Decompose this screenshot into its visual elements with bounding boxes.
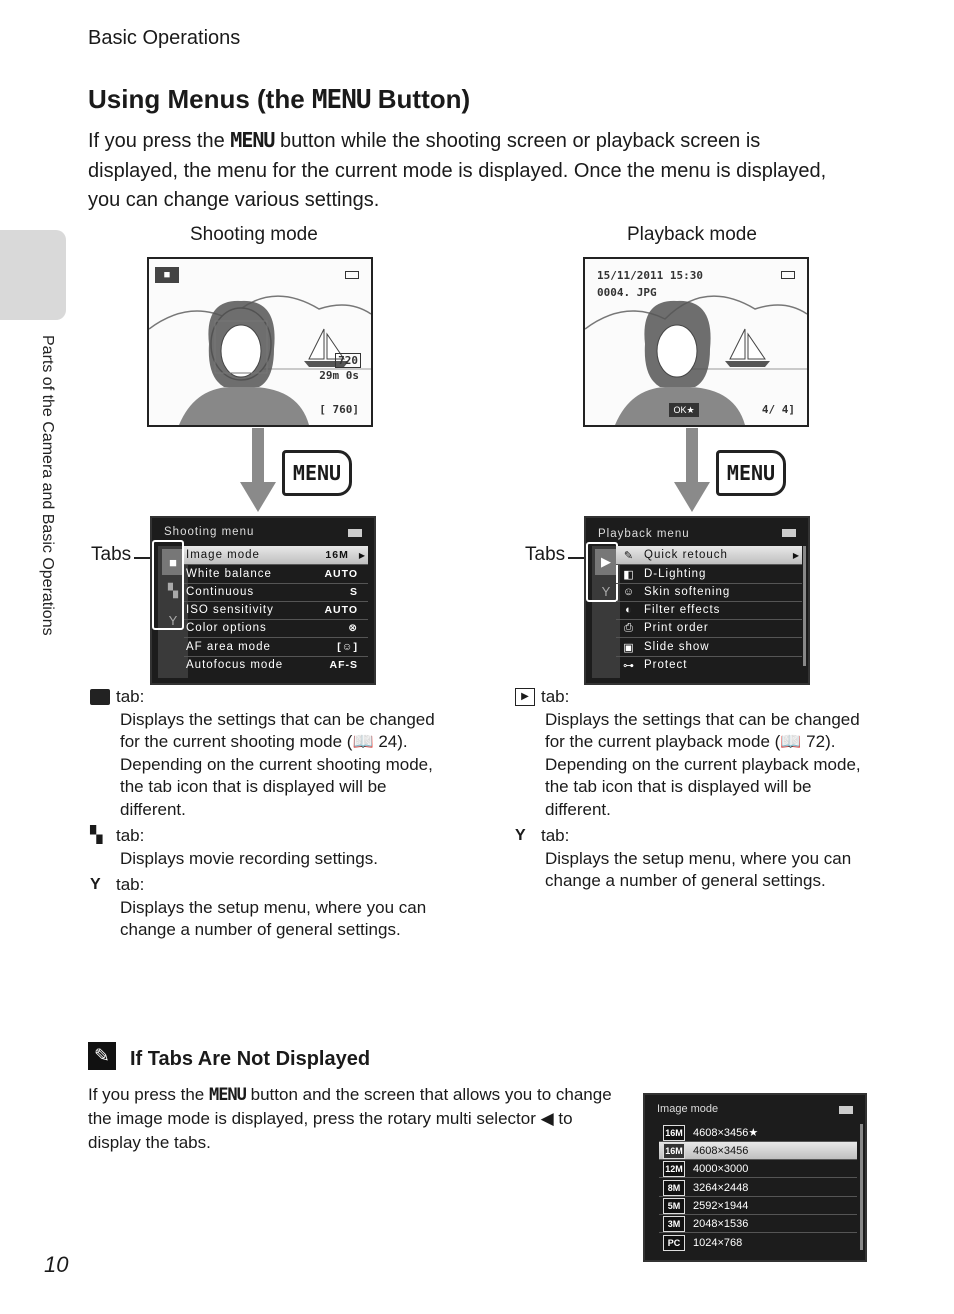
- menu-item-d-lighting[interactable]: ◧ D-Lighting: [616, 565, 802, 584]
- movie-resolution-indicator: 720: [335, 353, 361, 368]
- shooting-tabs-label: Tabs: [91, 544, 132, 565]
- play-tab-icon[interactable]: ▶: [595, 549, 617, 575]
- down-arrow-icon: [240, 482, 276, 512]
- image-mode-option[interactable]: PC 1024×768: [659, 1234, 857, 1251]
- image-mode-screen: [643, 1093, 867, 1262]
- setup-tab-icon[interactable]: Y: [601, 583, 611, 599]
- playback-filename: 0004. JPG: [597, 286, 657, 299]
- playback-tab-descriptions: ▶ tab: Displays the settings that can be changed for the current playback mode (📖 72). Depending on the current playback mode, the tab icon that is displayed will be different. Y tab: Displays the setup menu, where you can change a number of general settings.: [515, 687, 861, 890]
- quick-retouch-icon: ✎: [623, 549, 635, 562]
- image-mode-option[interactable]: 16M 4608×3456★: [659, 1124, 857, 1142]
- protect-icon: ⊶: [623, 659, 635, 672]
- section-label: Basic Operations: [88, 27, 241, 49]
- playback-scene-illustration: [585, 259, 807, 425]
- image-mode-option[interactable]: 12M 4000×3000: [659, 1160, 857, 1178]
- movie-tab-icon: ▚: [90, 827, 103, 844]
- scrollbar[interactable]: [860, 1124, 863, 1250]
- down-arrow-icon: [674, 482, 710, 512]
- playback-frame-count: 4/ 4]: [761, 403, 795, 416]
- menu-item-skin-softening[interactable]: ☺ Skin softening: [616, 583, 802, 602]
- page-title: Using Menus (the MENU Button): [88, 84, 471, 115]
- camera-mode-icon: ■: [155, 267, 179, 283]
- note-body: If you press the MENU button and the screen that allows you to change the image mode is displayed, press the rotary multi selector ◀ to display the tabs.: [88, 1085, 612, 1152]
- skin-softening-icon: ☺: [622, 586, 636, 598]
- playback-mode-label: Playback mode: [627, 224, 757, 245]
- play-tab-icon: ▶: [515, 688, 535, 706]
- playback-menu-header: Playback menu: [598, 528, 690, 540]
- setup-tab-icon: Y: [90, 876, 101, 893]
- slide-show-icon: ▣: [623, 641, 635, 654]
- menu-button-icon: MENU: [282, 450, 352, 496]
- scrollbar[interactable]: [803, 546, 806, 666]
- playback-datetime: 15/11/2011 15:30: [597, 269, 703, 282]
- menu-item-image-mode[interactable]: Image mode 16M ▶: [184, 546, 368, 565]
- d-lighting-icon: ◧: [623, 568, 635, 581]
- battery-icon: [345, 271, 359, 279]
- shooting-scene-illustration: [149, 259, 371, 425]
- movie-time-remaining: 29m 0s: [319, 369, 359, 382]
- playback-menu-screen: [584, 516, 810, 685]
- playback-tabs-leader: [568, 557, 585, 559]
- menu-item-print-order[interactable]: ⎙ Print order: [616, 619, 802, 638]
- shooting-tabs-leader: [134, 557, 151, 559]
- note-title: If Tabs Are Not Displayed: [130, 1048, 371, 1070]
- down-arrow-shaft: [686, 428, 698, 484]
- shooting-menu-screen: [150, 516, 376, 685]
- battery-icon: [839, 1106, 853, 1114]
- chapter-tab-label: Parts of the Camera and Basic Operations: [39, 335, 56, 636]
- chapter-tab: [0, 230, 66, 320]
- menu-button-icon: MENU: [716, 450, 786, 496]
- shooting-menu-header: Shooting menu: [164, 526, 255, 538]
- shooting-mode-label: Shooting mode: [190, 224, 318, 245]
- menu-item-autofocus-mode[interactable]: Autofocus mode AF-S: [186, 659, 358, 671]
- exposures-remaining: [ 760]: [319, 403, 359, 416]
- menu-item-af-area-mode[interactable]: AF area mode [☺]: [184, 638, 368, 657]
- tabs-highlight: [152, 540, 184, 630]
- setup-tab-icon: Y: [515, 827, 526, 844]
- battery-icon: [348, 529, 362, 537]
- shooting-tab-descriptions: tab: Displays the settings that can be changed for the current shooting mode (📖 24). Depending on the current shooting mode, the tab icon that is displayed will be different. ▚ tab: Displays movie recording settings. Y tab: Displays the setup menu, where you can change a number of general settings.: [90, 687, 435, 939]
- shooting-screen: [147, 257, 373, 427]
- tabs-highlight: [586, 542, 618, 602]
- ok-star-icon: OK★: [669, 403, 699, 417]
- print-order-icon: ⎙: [624, 621, 634, 634]
- movie-tab-icon[interactable]: ▚: [168, 583, 178, 598]
- menu-item-filter-effects[interactable]: ◐ Filter effects: [616, 601, 802, 620]
- intro-paragraph: If you press the MENU button while the shooting screen or playback screen is displayed, the menu for the current mode is displayed. Once the menu is displayed, you can change various settings.: [88, 128, 827, 211]
- menu-item-color-options[interactable]: Color options ⊗: [184, 619, 368, 638]
- playback-screen: [583, 257, 809, 427]
- menu-item-slide-show[interactable]: ▣ Slide show: [616, 638, 802, 657]
- image-mode-option[interactable]: 5M 2592×1944: [659, 1197, 857, 1215]
- menu-item-protect[interactable]: ⊶ Protect: [616, 656, 802, 674]
- menu-item-iso-sensitivity[interactable]: ISO sensitivity AUTO: [184, 601, 368, 620]
- menu-item-quick-retouch[interactable]: ✎ Quick retouch ▶: [616, 546, 802, 565]
- setup-tab-icon[interactable]: Y: [168, 612, 178, 628]
- camera-tab-icon[interactable]: ■: [162, 549, 184, 575]
- menu-item-continuous[interactable]: Continuous S: [184, 583, 368, 602]
- image-mode-header: Image mode: [657, 1103, 719, 1115]
- battery-icon: [781, 271, 795, 279]
- menu-item-white-balance[interactable]: White balance AUTO: [184, 565, 368, 584]
- down-arrow-shaft: [252, 428, 264, 484]
- playback-tabs-label: Tabs: [525, 544, 566, 565]
- image-mode-option[interactable]: 3M 2048×1536: [659, 1215, 857, 1233]
- filter-effects-icon: ◐: [625, 604, 633, 616]
- image-mode-option[interactable]: 8M 3264×2448: [659, 1179, 857, 1197]
- pencil-icon: ✎: [88, 1042, 116, 1070]
- battery-icon: [782, 529, 796, 537]
- image-mode-option[interactable]: 16M 4608×3456: [659, 1142, 857, 1160]
- page-number: 10: [44, 1252, 69, 1277]
- camera-tab-icon: [90, 689, 110, 705]
